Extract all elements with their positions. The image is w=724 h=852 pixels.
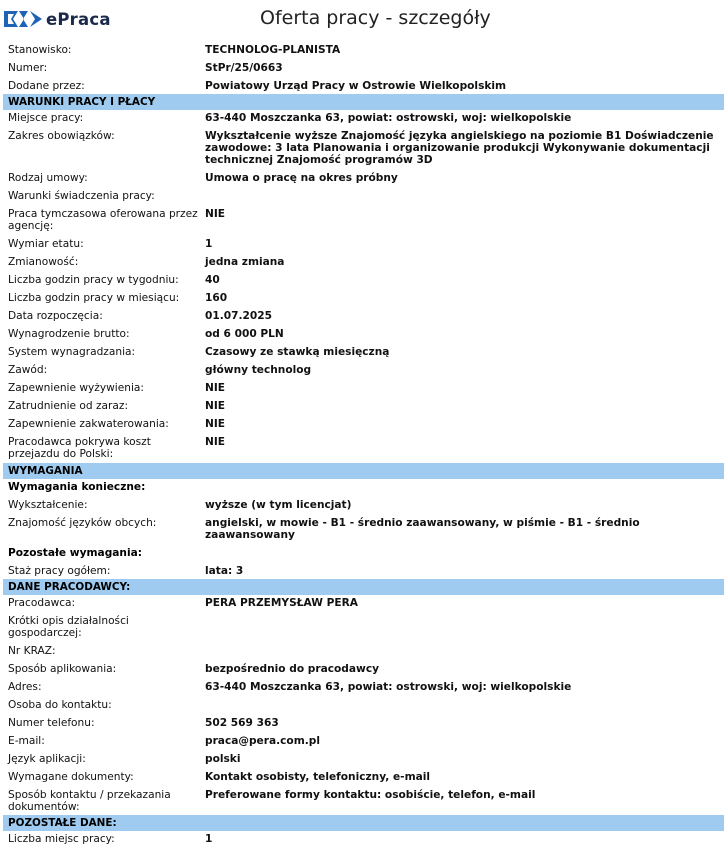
- row-warunki-7: [3, 274, 724, 286]
- field-label: Zatrudnienie od zaraz:: [8, 400, 129, 412]
- field-label: Zawód:: [8, 364, 48, 376]
- field-label: Liczba godzin pracy w tygodniu:: [8, 274, 179, 286]
- field-label: Sposób aplikowania:: [8, 663, 117, 675]
- field-value: Kontakt osobisty, telefoniczny, e-mail: [205, 771, 431, 783]
- field-value: 1: [205, 833, 213, 845]
- row-pracodawca-10: [3, 789, 724, 813]
- field-label: Dodane przez:: [8, 80, 85, 92]
- field-value: Umowa o pracę na okres próbny: [205, 172, 398, 184]
- field-label: Wynagrodzenie brutto:: [8, 328, 130, 340]
- field-value: Powiatowy Urząd Pracy w Ostrowie Wielkopolskim: [205, 80, 507, 92]
- row-warunki-8: [3, 292, 724, 304]
- field-label: Osoba do kontaktu:: [8, 699, 112, 711]
- field-value: [202, 615, 724, 639]
- field-value: NIE: [205, 400, 226, 412]
- row-warunki-12: [3, 364, 724, 376]
- page-header: [0, 0, 724, 40]
- field-value: 01.07.2025: [205, 310, 273, 322]
- field-value: 40: [205, 274, 220, 286]
- row-stanowisko: [3, 44, 724, 56]
- field-value: jedna zmiana: [205, 256, 285, 268]
- field-label: Numer:: [8, 62, 48, 74]
- field-value: Wykształcenie wyższe Znajomość języka angielskiego na poziomie B1 Doświadczenie zawodowe: 3 lata Planowania i organizowanie produkcji Wykonywanie dokumentacji technicznej Znajomość programów 3D: [205, 130, 714, 166]
- field-label: Praca tymczasowa oferowana przez agencję:: [8, 208, 198, 232]
- page-title: Oferta pracy - szczegóły: [260, 7, 491, 29]
- row-wymagania-konieczne-0: [3, 499, 724, 511]
- subsection-pozostale-wymagania: Pozostałe wymagania:: [8, 547, 142, 559]
- field-label: Liczba miejsc pracy:: [8, 833, 115, 845]
- field-label: Liczba godzin pracy w miesiącu:: [8, 292, 180, 304]
- row-warunki-1: [3, 130, 724, 166]
- field-value: [202, 645, 724, 657]
- field-label: Język aplikacji:: [8, 753, 86, 765]
- row-warunki-9: [3, 310, 724, 322]
- field-value: NIE: [205, 436, 226, 448]
- field-value: StPr/25/0663: [205, 62, 283, 74]
- row-warunki-2: [3, 172, 724, 184]
- row-warunki-15: [3, 418, 724, 430]
- epraca-logo-icon: [4, 9, 42, 29]
- row-warunki-16: [3, 436, 724, 460]
- section-wymagania: WYMAGANIA: [3, 463, 724, 479]
- row-warunki-10: [3, 328, 724, 340]
- row-pracodawca-7: [3, 735, 724, 747]
- row-wymagania-konieczne-1: [3, 517, 724, 541]
- field-value: NIE: [205, 208, 226, 220]
- field-label: Sposób kontaktu / przekazania dokumentów:: [8, 789, 171, 813]
- row-pozostale-dane-0: [3, 833, 724, 845]
- field-value: NIE: [205, 418, 226, 430]
- field-value: NIE: [205, 382, 226, 394]
- field-label: Zapewnienie wyżywienia:: [8, 382, 144, 394]
- row-pracodawca-8: [3, 753, 724, 765]
- field-label: System wynagradzania:: [8, 346, 136, 358]
- row-warunki-13: [3, 382, 724, 394]
- row-warunki-5: [3, 238, 724, 250]
- field-value: od 6 000 PLN: [205, 328, 284, 340]
- field-value: 63-440 Moszczanka 63, powiat: ostrowski, woj: wielkopolskie: [205, 681, 572, 693]
- field-label: Zapewnienie zakwaterowania:: [8, 418, 169, 430]
- field-label: E-mail:: [8, 735, 45, 747]
- row-warunki-0: [3, 112, 724, 124]
- field-value: polski: [205, 753, 241, 765]
- field-value: Czasowy ze stawką miesięczną: [205, 346, 390, 358]
- field-label: Miejsce pracy:: [8, 112, 84, 124]
- row-pracodawca-6: [3, 717, 724, 729]
- field-value: lata: 3: [205, 565, 244, 577]
- field-value: 63-440 Moszczanka 63, powiat: ostrowski, woj: wielkopolskie: [205, 112, 572, 124]
- row-pracodawca-1: [3, 615, 724, 639]
- field-value: bezpośrednio do pracodawcy: [205, 663, 380, 675]
- row-dodane-przez: [3, 80, 724, 92]
- field-label: Krótki opis działalności gospodarczej:: [8, 615, 129, 639]
- field-value: [202, 699, 724, 711]
- field-label: Zmianowość:: [8, 256, 79, 268]
- field-value: angielski, w mowie - B1 - średnio zaawansowany, w piśmie - B1 - średnio zaawansowany: [205, 517, 640, 541]
- row-warunki-14: [3, 400, 724, 412]
- field-label: Wykształcenie:: [8, 499, 88, 511]
- row-warunki-3: [3, 190, 724, 202]
- row-pracodawca-5: [3, 699, 724, 711]
- row-numer: [3, 62, 724, 74]
- field-value: [202, 190, 724, 202]
- offer-details: [3, 44, 724, 845]
- field-label: Pracodawca pokrywa koszt przejazdu do Polski:: [8, 436, 151, 460]
- row-pracodawca-2: [3, 645, 724, 657]
- field-label: Zakres obowiązków:: [8, 130, 115, 142]
- field-value: praca@pera.com.pl: [205, 735, 320, 747]
- field-value: 502 569 363: [205, 717, 279, 729]
- row-warunki-4: [3, 208, 724, 232]
- field-label: Znajomość języków obcych:: [8, 517, 157, 529]
- field-value: 160: [205, 292, 228, 304]
- field-label: Data rozpoczęcia:: [8, 310, 103, 322]
- subsection-wymagania-konieczne: Wymagania konieczne:: [8, 481, 146, 493]
- field-label: Warunki świadczenia pracy:: [8, 190, 155, 202]
- field-value: wyższe (w tym licencjat): [205, 499, 352, 511]
- epraca-logo[interactable]: [4, 8, 111, 30]
- row-pracodawca-3: [3, 663, 724, 675]
- field-label: Rodzaj umowy:: [8, 172, 88, 184]
- field-label: Stanowisko:: [8, 44, 72, 56]
- field-label: Pracodawca:: [8, 597, 76, 609]
- section-dane-pracodawcy: DANE PRACODAWCY:: [3, 579, 724, 595]
- field-label: Wymiar etatu:: [8, 238, 84, 250]
- field-label: Staż pracy ogółem:: [8, 565, 111, 577]
- field-value: TECHNOLOG-PLANISTA: [205, 44, 341, 56]
- field-label: Wymagane dokumenty:: [8, 771, 134, 783]
- field-value: główny technolog: [205, 364, 312, 376]
- row-pozostale-wymagania-0: [3, 565, 724, 577]
- section-warunki-pracy: WARUNKI PRACY I PŁACY: [3, 94, 724, 110]
- row-pracodawca-4: [3, 681, 724, 693]
- field-label: Numer telefonu:: [8, 717, 95, 729]
- row-warunki-11: [3, 346, 724, 358]
- section-pozostale-dane: POZOSTAŁE DANE:: [3, 815, 724, 831]
- field-value: PERA PRZEMYSŁAW PERA: [205, 597, 358, 609]
- logo-text: ePraca: [46, 9, 111, 29]
- field-value: Preferowane formy kontaktu: osobiście, telefon, e-mail: [205, 789, 536, 801]
- field-label: Adres:: [8, 681, 42, 693]
- row-warunki-6: [3, 256, 724, 268]
- row-pracodawca-0: [3, 597, 724, 609]
- field-value: 1: [205, 238, 213, 250]
- row-pracodawca-9: [3, 771, 724, 783]
- field-label: Nr KRAZ:: [8, 645, 56, 657]
